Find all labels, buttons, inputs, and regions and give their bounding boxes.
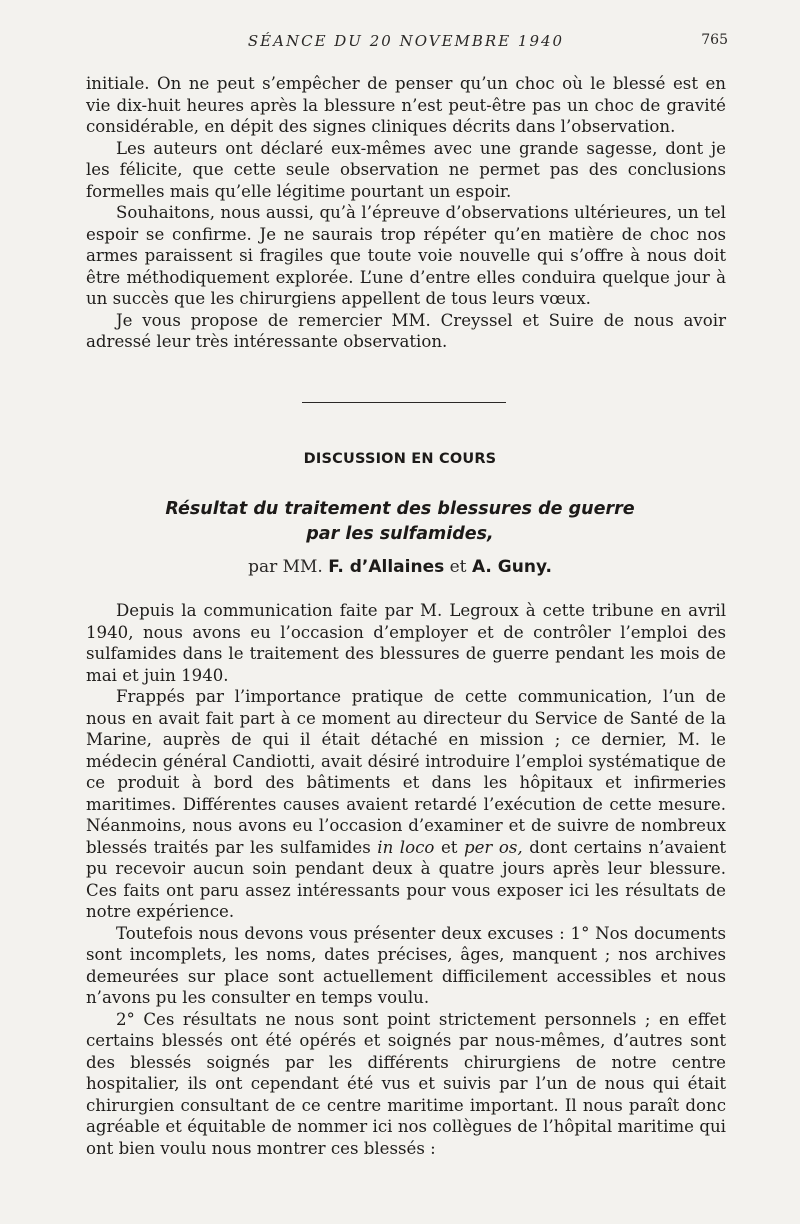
paragraph-text: et xyxy=(440,837,458,857)
byline xyxy=(0,557,800,577)
paragraph-text: dont certains n’avaient pu recevoir aucun soin pendant deux à quatre jours après leur blessure. Ces faits ont paru assez intéressants pour vous exposer ici les résultats de notre expérience. xyxy=(86,837,727,921)
byline-prefix: par MM. xyxy=(248,557,323,577)
article-title xyxy=(0,497,800,547)
section-heading: DISCUSSION EN COURS xyxy=(303,451,497,467)
running-head xyxy=(84,32,728,52)
article-title-line: Résultat du traitement des blessures de guerre xyxy=(165,499,635,519)
paragraph: Souhaitons, nous aussi, qu’à l’épreuve d’observations ultérieures, un tel espoir se confirme. Je ne saurais trop répéter qu’en matière de choc nos armes paraissent si fragiles que toute voie nouvelle qui s’offre à nous doit être méthodiquement explorée. L’une d’entre elles conduira quelque jour à un succès que les chirurgiens appellent de tous leurs vœux. xyxy=(86,203,726,308)
paragraph-text: Frappés par l’importance pratique de cette communication, l’un de nous en avait fait part à ce moment au directeur du Service de Santé de la Marine, auprès de qui il était détaché en mission ; ce dernier, M. le médecin général Candiotti, avait désiré introduire l’emploi systématique de ce produit à bord des bâtiments et dans les hôpitaux et infirmeries maritimes. Différentes causes avaient retardé l’exécution de cette mesure. Néanmoins, nous avons eu l’occasion d’examiner et de suivre de nombreux blessés traités par les sulfamides xyxy=(86,687,726,857)
paragraph: initiale. On ne peut s’empêcher de penser qu’un choc où le blessé est en vie dix-huit heures après la blessure n’est peut-être pas un choc de gravité considérable, en dépit des signes cliniques décrits dans l’observation. xyxy=(86,74,726,136)
byline-joiner: et xyxy=(449,557,467,577)
paragraph: Toutefois nous devons vous présenter deux excuses : 1° Nos documents sont incomplets, les noms, dates précises, âges, manquent ; nos archives demeurées sur place sont actuellement difficilement accessibles et nous n’avons pu les consulter en temps voulu. xyxy=(86,923,726,1007)
page-number: 765 xyxy=(701,32,728,48)
running-title: SÉANCE DU 20 NOVEMBRE 1940 xyxy=(247,32,565,50)
latin-phrase: in loco xyxy=(377,837,435,857)
paragraph: Les auteurs ont déclaré eux-mêmes avec une grande sagesse, dont je les félicite, que cette seule observation ne permet pas des conclusions formelles mais qu’elle légitime pourtant un espoir. xyxy=(86,138,726,201)
section-divider xyxy=(302,402,506,403)
article-title-line: par les sulfamides, xyxy=(306,524,494,544)
paragraph xyxy=(86,686,726,923)
paragraph: Depuis la communication faite par M. Legroux à cette tribune en avril 1940, nous avons eu l’occasion d’employer et de contrôler l’emploi des sulfamides dans le traitement des blessures de guerre pendant les mois de mai et juin 1940. xyxy=(86,601,726,685)
paragraph: 2° Ces résultats ne nous sont point strictement personnels ; en effet certains blessés ont été opérés et soignés par nous-mêmes, d’autres sont des blessés soignés par les différents chirurgiens de notre centre hospitalier, ils ont cependant été vus et suivis par l’un de nous qui était chirurgien consultant de ce centre maritime important. Il nous paraît donc agréable et équitable de nommer ici nos collègues de l’hôpital maritime qui ont bien voulu nous montrer ces blessés : xyxy=(86,1009,726,1158)
paragraph: Je vous propose de remercier MM. Creyssel et Suire de nous avoir adressé leur très intéressante observation. xyxy=(86,310,726,351)
author-name: A. Guny. xyxy=(471,557,552,577)
previous-article-conclusion xyxy=(86,73,726,353)
latin-phrase: per os, xyxy=(463,837,523,857)
author-name: F. d’Allaines xyxy=(328,557,445,577)
article-body xyxy=(86,600,726,1159)
